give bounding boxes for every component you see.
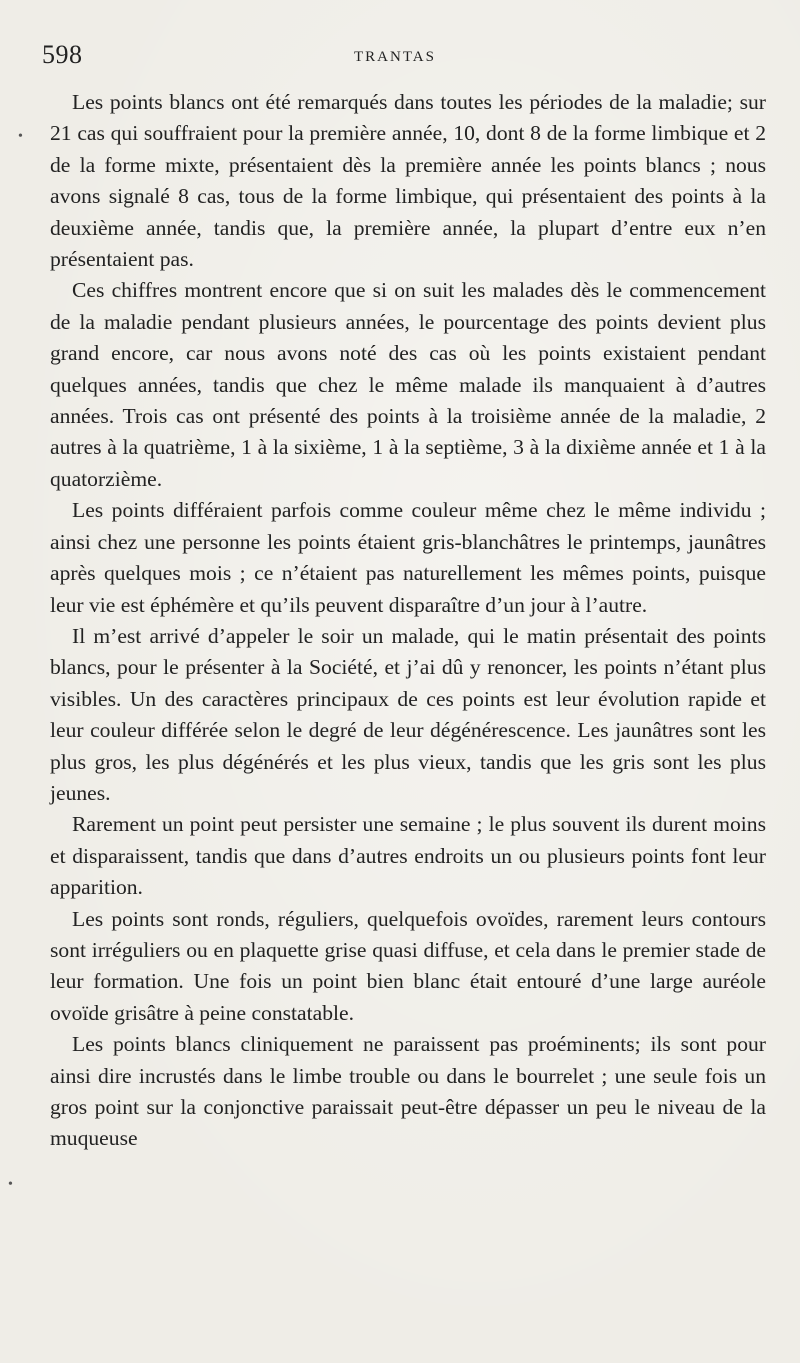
paragraph: Les points sont ronds, réguliers, quelquefois ovoïdes, rarement leurs contours sont irréguliers ou en plaquette grise quasi diffuse, et cela dans le premier stade de leur formation. Une fois un point bien blanc était entouré d’une large auréole ovoïde grisâtre à peine constatable. [50,906,766,1025]
running-title: TRANTAS [354,49,436,65]
page-header [42,40,782,76]
paragraph: Rarement un point peut persister une semaine ; le plus souvent ils durent moins et disparaissent, tandis que dans d’autres endroits un ou plusieurs points font leur apparition. [50,812,766,900]
paragraph: Les points différaient parfois comme couleur même chez le même individu ; ainsi chez une personne les points étaient gris-blanchâtres le printemps, jaunâtres après quelques mois ; ce n’étaient pas naturellement les mêmes points, puisque leur vie est éphémère et qu’ils peuvent disparaître d’un jour à l’autre. [50,498,766,617]
paragraph: Les points blancs cliniquement ne paraissent pas proéminents; ils sont pour ainsi dire incrustés dans le limbe trouble ou dans le bourrelet ; une seule fois un gros point sur la conjonctive paraissait peut-être dépasser un peu le niveau de la muqueuse [50,1032,766,1151]
margin-dot: • [18,129,23,144]
paragraph: Les points blancs ont été remarqués dans toutes les périodes de la maladie; sur 21 cas qui souffraient pour la première année, 10, dont 8 de la forme limbique et 2 de la forme mixte, présentaient dès la première année les points blancs ; nous avons signalé 8 cas, tous de la forme limbique, qui présentaient des points à la deuxième année, tandis que, la première année, la plupart d’entre eux n’en présentaient pas. [50,90,766,272]
paragraph: Il m’est arrivé d’appeler le soir un malade, qui le matin présentait des points blancs, pour le présenter à la Société, et j’ai dû y renoncer, les points n’étant plus visibles. Un des caractères principaux de ces points est leur évolution rapide et leur couleur différée selon le degré de leur dégénérescence. Les jaunâtres sont les plus gros, les plus dégénérés et les plus vieux, tandis que les gris sont les plus jeunes. [50,623,766,805]
page-number: 598 [42,40,83,69]
body-text [50,87,766,1155]
paragraph: Ces chiffres montrent encore que si on suit les malades dès le commencement de la maladie pendant plusieurs années, le pourcentage des points devient plus grand encore, car nous avons noté des cas où les points existaient pendant quelques années, tandis que chez le même malade ils manquaient à d’autres années. Trois cas ont présenté des points à la troisième année de la maladie, 2 autres à la quatrième, 1 à la sixième, 1 à la septième, 3 à la dixième année et 1 à la quatorzième. [50,278,766,491]
margin-dot: • [8,1177,13,1192]
